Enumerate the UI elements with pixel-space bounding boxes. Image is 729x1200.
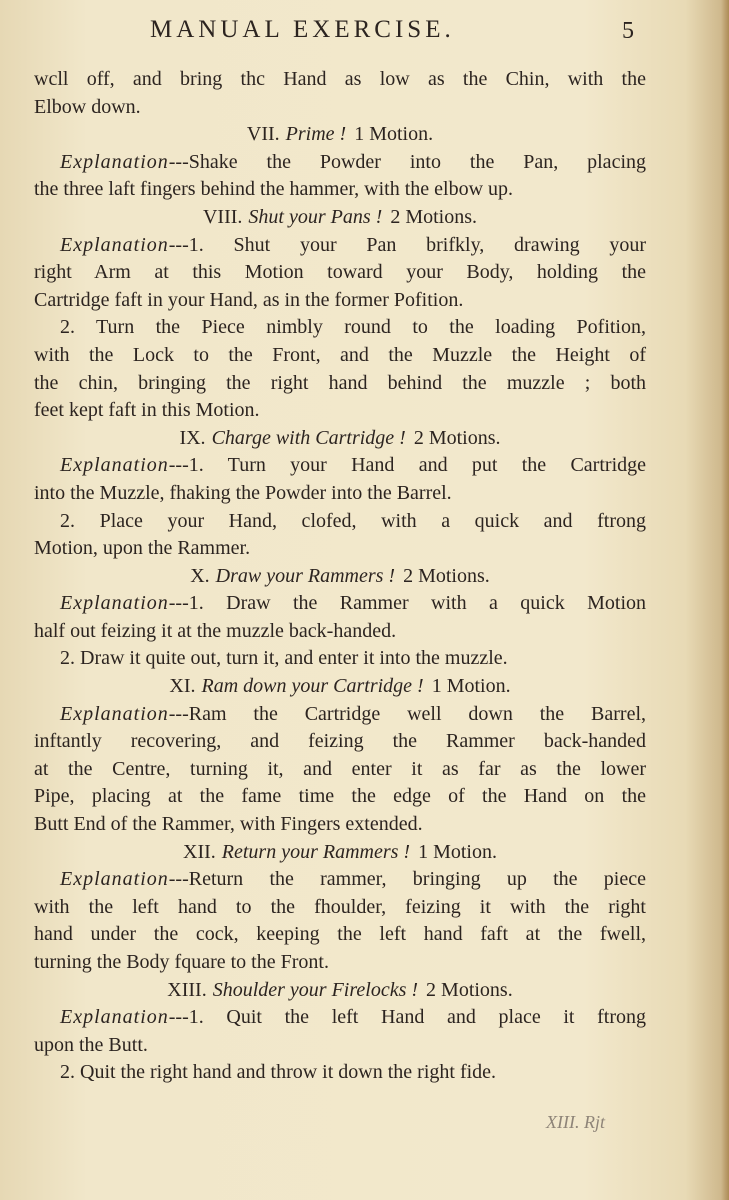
text-line — [34, 949, 646, 977]
line-text: ---1. Shut your Pan brifkly, drawing your — [168, 233, 646, 256]
line-text: ---Shake the Powder into the Pan, placing — [168, 150, 646, 173]
line-text: Butt End of the Rammer, with Fingers extended. — [34, 813, 423, 836]
line-text: wcll off, and bring thc Hand as low as the Chin, with the — [34, 68, 646, 90]
heading-command: Draw your Rammers ! — [215, 564, 396, 587]
heading-command: Shut your Pans ! — [248, 205, 383, 228]
section-heading — [34, 204, 646, 232]
section-heading — [34, 839, 646, 867]
text-line — [34, 66, 646, 94]
section-heading — [34, 673, 646, 701]
section-heading — [34, 563, 646, 591]
heading-number: XIII. — [167, 978, 207, 1001]
running-title: MANUAL EXERCISE. — [150, 16, 455, 43]
text-line — [34, 728, 646, 756]
text-line — [34, 342, 646, 370]
heading-motions: 2 Motions. — [426, 978, 513, 1001]
heading-command: Shoulder your Firelocks ! — [212, 978, 419, 1001]
line-text: Pipe, placing at the fame time the edge of the Hand on the — [34, 785, 646, 808]
page-number: 5 — [622, 18, 634, 44]
heading-command: Charge with Cartridge ! — [211, 426, 406, 449]
text-line — [34, 452, 646, 480]
text-line — [34, 535, 646, 563]
heading-number: XI. — [169, 675, 196, 698]
heading-motions: 1 Motion. — [418, 840, 497, 863]
text-line — [34, 811, 646, 839]
line-text: turning the Body fquare to the Front. — [34, 951, 329, 973]
text-line — [34, 701, 646, 729]
line-text: 2. Place your Hand, clofed, with a quick and ftrong — [60, 509, 646, 532]
line-text: ---Return the rammer, bringing up the piece — [168, 868, 646, 891]
heading-motions: 2 Motions. — [403, 564, 490, 587]
heading-number: XII. — [183, 840, 216, 863]
line-text: right Arm at this Motion toward your Body, holding the — [34, 261, 646, 284]
heading-motions: 2 Motions. — [390, 205, 477, 228]
text-line — [34, 618, 646, 646]
line-text: half out feizing it at the muzzle back-handed. — [34, 619, 397, 642]
line-text: the chin, bringing the right hand behind the muzzle ; both — [34, 371, 646, 394]
line-text: Elbow down. — [34, 95, 141, 118]
line-text: with the left hand to the fhoulder, feizing it with the right — [34, 895, 646, 918]
text-line — [34, 1004, 646, 1032]
heading-command: Prime ! — [285, 123, 347, 146]
text-line — [34, 480, 646, 508]
text-line — [34, 1059, 646, 1087]
line-text: ---Ram the Cartridge well down the Barrel, — [168, 702, 646, 725]
page-edge-shadow — [721, 0, 729, 1200]
explanation-label: Explanation — [60, 233, 169, 256]
text-line — [34, 921, 646, 949]
line-text: into the Muzzle, fhaking the Powder into the Barrel. — [34, 481, 452, 504]
line-text: feet kept faft in this Motion. — [34, 399, 260, 422]
line-text: hand under the cock, keeping the left hand faft at the fwell, — [34, 923, 646, 946]
heading-motions: 1 Motion. — [354, 123, 434, 146]
text-line — [34, 1032, 646, 1060]
text-line — [34, 894, 646, 922]
text-line — [34, 176, 646, 204]
text-line — [34, 756, 646, 784]
line-text: inftantly recovering, and feizing the Rammer back-handed — [34, 730, 646, 753]
text-line — [34, 397, 646, 425]
line-text: 2. Draw it quite out, turn it, and enter it into the muzzle. — [60, 647, 508, 670]
text-line — [34, 590, 646, 618]
text-line — [34, 866, 646, 894]
text-line — [34, 149, 646, 177]
text-line — [34, 259, 646, 287]
heading-number: IX. — [179, 426, 206, 449]
section-heading — [34, 121, 646, 149]
text-line — [34, 94, 646, 122]
explanation-label: Explanation — [60, 150, 169, 173]
line-text: Cartridge faft in your Hand, as in the former Pofition. — [34, 288, 464, 311]
line-text: with the Lock to the Front, and the Muzzle the Height of — [34, 343, 646, 366]
explanation-label: Explanation — [60, 702, 169, 725]
explanation-label: Explanation — [60, 868, 169, 891]
line-text: 2. Turn the Piece nimbly round to the loading Pofition, — [60, 316, 646, 339]
line-text: Motion, upon the Rammer. — [34, 537, 251, 560]
heading-command: Ram down your Cartridge ! — [201, 675, 424, 698]
heading-command: Return your Rammers ! — [221, 840, 411, 863]
heading-motions: 1 Motion. — [431, 675, 511, 698]
text-line — [34, 232, 646, 260]
catchword-signature: XIII. Rjt — [546, 1112, 605, 1132]
text-line — [34, 508, 646, 536]
section-heading — [34, 425, 646, 453]
line-text: ---1. Turn your Hand and put the Cartridge — [168, 454, 646, 477]
explanation-label: Explanation — [60, 1006, 169, 1029]
line-text: ---1. Quit the left Hand and place it ftrong — [168, 1006, 646, 1029]
text-line — [34, 645, 646, 673]
text-line — [34, 783, 646, 811]
explanation-label: Explanation — [60, 454, 169, 477]
text-line — [34, 287, 646, 315]
text-line — [34, 370, 646, 398]
line-text: at the Centre, turning it, and enter it as far as the lower — [34, 757, 646, 780]
section-heading — [34, 977, 646, 1005]
text-body — [34, 66, 646, 1087]
text-line — [34, 314, 646, 342]
heading-number: X. — [190, 564, 210, 587]
line-text: upon the Butt. — [34, 1033, 148, 1056]
line-text: ---1. Draw the Rammer with a quick Motion — [168, 592, 646, 615]
explanation-label: Explanation — [60, 592, 169, 615]
line-text: the three laft fingers behind the hammer, with the elbow up. — [34, 178, 514, 201]
heading-motions: 2 Motions. — [413, 426, 501, 449]
line-text: 2. Quit the right hand and throw it down the right fide. — [60, 1061, 497, 1084]
heading-number: VIII. — [202, 205, 243, 228]
heading-number: VII. — [246, 123, 280, 146]
